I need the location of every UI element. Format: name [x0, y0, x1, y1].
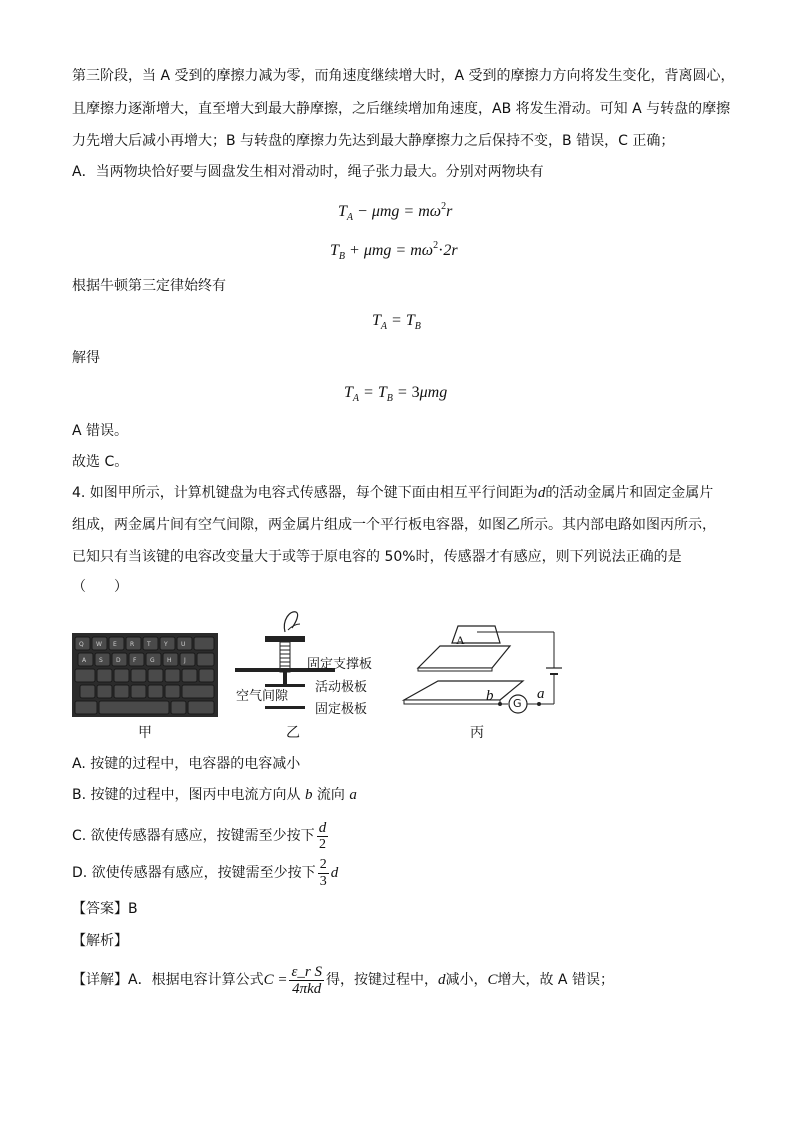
svg-text:R: R — [130, 641, 135, 648]
paragraph-line: 力先增大后减小再增大；B 与转盘的摩擦力先达到最大静摩擦力之后保持不变，B 错误，C 正确； — [72, 133, 675, 149]
svg-text:Y: Y — [164, 641, 168, 648]
label-fixed-plate: 固定极板 — [315, 702, 368, 717]
question-line: 组成，两金属片间有空气间隙，两金属片组成一个平行板电容器，如图乙所示。其内部电路如图丙所示， — [72, 517, 716, 533]
svg-text:W: W — [96, 641, 102, 648]
equation-3: $T_A = T_B$ — [372, 312, 421, 332]
galvanometer-label: G — [513, 697, 522, 710]
label-fixed-support: 固定支撑板 — [307, 657, 373, 672]
answer-line: 【答案】B — [72, 901, 138, 917]
option-b: B. 按键的过程中，图丙中电流方向从 b 流向 a — [72, 787, 357, 803]
detail-line: 【详解】A．根据电容计算公式C = $\frac{\text{ε\_r S}}{\text{4πkd}}$ 得，按键过程中，d减小，C增大，故 A 错误； — [72, 963, 614, 997]
label-air-gap: 空气间隙 — [236, 689, 289, 704]
label-b: b — [486, 688, 494, 704]
paragraph-line: 第三阶段，当 A 受到的摩擦力减为零，而角速度继续增大时，A 受到的摩擦力方向将发生变化，背离圆心， — [72, 68, 735, 84]
paragraph-line: A．当两物块恰好要与圆盘发生相对滑动时，绳子张力最大。分别对两物块有 — [72, 164, 544, 180]
question-line: （ ） — [72, 579, 128, 595]
svg-text:A: A — [82, 657, 87, 664]
paragraph-line: 根据牛顿第三定律始终有 — [72, 278, 226, 294]
paragraph-line: A 错误。 — [72, 423, 129, 439]
fraction: $\frac{d}{2}$ — [318, 819, 327, 852]
label-movable-plate: 活动极板 — [315, 680, 368, 695]
paragraph-line: 且摩擦力逐渐增大，直至增大到最大静摩擦，之后继续增加角速度，AB 将发生滑动。可知 A 与转盘的摩擦 — [72, 101, 731, 117]
equation-4: $T_A = T_B = 3\mu mg$ — [344, 384, 448, 404]
svg-text:U: U — [181, 641, 186, 648]
svg-text:F: F — [133, 657, 137, 664]
fraction: $\frac{2}{3}$ — [319, 856, 327, 889]
svg-text:E: E — [113, 641, 117, 648]
question-line: 已知只有当该键的电容改变量大于或等于原电容的 50%时，传感器才有感应，则下列说法正确的是 — [72, 549, 682, 565]
option-d: D. 欲使传感器有感应，按键需至少按下 $\frac{2}{3}$ d — [72, 856, 339, 889]
figure-caption-jia: 甲 — [138, 725, 152, 741]
paragraph-line: 故选 C。 — [72, 454, 129, 470]
svg-text:G: G — [150, 657, 155, 664]
capacitance-fraction: $\frac{\text{ε\_r S}}{\text{4πkd}}$ — [291, 963, 322, 997]
svg-text:S: S — [99, 657, 103, 664]
svg-text:D: D — [116, 657, 121, 664]
figure-caption-yi: 乙 — [286, 725, 300, 741]
svg-text:Q: Q — [79, 641, 84, 648]
label-key-A: A — [456, 633, 465, 647]
svg-text:H: H — [167, 657, 172, 664]
label-a: a — [537, 686, 545, 702]
equation-2: $T_B + \mu mg = m\omega^2\cdot 2r$ — [330, 240, 458, 262]
question-line: 4. 如图甲所示，计算机键盘为电容式传感器，每个键下面由相互平行间距为d的活动金属片和固定金属片 — [72, 485, 714, 501]
option-c: C. 欲使传感器有感应，按键需至少按下 $\frac{d}{2}$ — [72, 819, 327, 852]
finger-icon — [284, 612, 297, 632]
figure-caption-bing: 丙 — [470, 725, 484, 741]
option-a: A. 按键的过程中，电容器的电容减小 — [72, 756, 301, 772]
svg-text:J: J — [184, 657, 186, 664]
svg-text:T: T — [147, 641, 151, 648]
analysis-label: 【解析】 — [72, 933, 128, 949]
equation-1: $T_A - \mu mg = m\omega^2r$ — [338, 201, 453, 223]
paragraph-line: 解得 — [72, 350, 100, 366]
keyboard-photo — [72, 633, 218, 717]
